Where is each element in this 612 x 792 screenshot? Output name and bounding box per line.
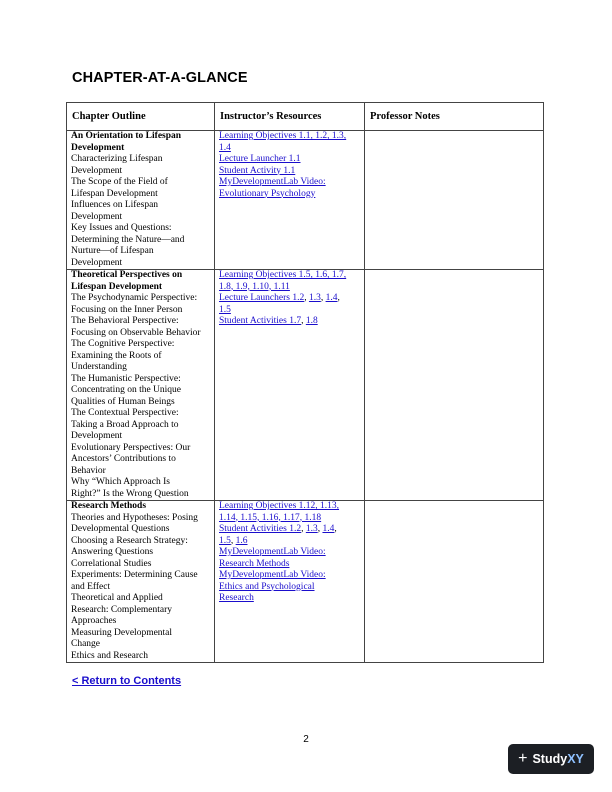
resource-link[interactable]: MyDevelopmentLab Video:	[219, 547, 326, 557]
resource-link[interactable]: Learning Objectives 1.5, 1.6, 1.7,	[219, 270, 347, 280]
resource-link[interactable]: 1.6	[235, 535, 248, 546]
header-instructors-resources: Instructor’s Resources	[215, 103, 365, 131]
outline-item: Focusing on Observable Behavior	[71, 327, 201, 338]
outline-item: Ancestors’ Contributions to	[71, 454, 176, 464]
outline-section-title: An Orientation to Lifespan	[71, 131, 182, 141]
resource-line	[219, 559, 360, 571]
badge-xy-text: XY	[567, 752, 584, 766]
outline-item: Experiments: Determining Cause	[71, 570, 198, 580]
resource-link[interactable]: 1.5	[219, 535, 231, 546]
resource-line	[219, 131, 360, 143]
return-to-contents-link[interactable]: < Return to Contents	[72, 675, 182, 687]
table-row	[67, 131, 544, 270]
resources-cell	[215, 501, 365, 663]
resource-line	[219, 524, 360, 536]
resources-cell	[215, 131, 365, 270]
resource-line	[219, 282, 360, 294]
table-header-row	[67, 103, 544, 131]
resource-link[interactable]: Ethics and Psychological	[219, 581, 315, 592]
resource-line	[219, 582, 360, 594]
resource-separator: ,	[304, 293, 309, 303]
outline-item: The Contextual Perspective:	[71, 408, 179, 418]
resource-line	[219, 305, 360, 317]
outline-section-title: Lifespan Development	[71, 281, 163, 292]
outline-item: The Humanistic Perspective:	[71, 373, 181, 384]
outline-item: The Scope of the Field of	[71, 177, 168, 187]
table-row	[67, 270, 544, 501]
resource-link[interactable]: Lecture Launcher 1.1	[219, 154, 301, 164]
outline-item: Measuring Developmental	[71, 627, 173, 638]
resource-link[interactable]: MyDevelopmentLab Video:	[219, 177, 326, 187]
outline-item: Correlational Studies	[71, 558, 152, 569]
outline-item: Key Issues and Questions:	[71, 223, 172, 233]
resource-separator: ,	[230, 535, 236, 546]
outline-item: Determining the Nature—and	[71, 234, 185, 245]
outline-item: Nurture—of Lifespan	[71, 246, 154, 256]
resource-link[interactable]: Evolutionary Psychology	[219, 188, 316, 199]
resource-line	[219, 270, 360, 282]
outline-item: Development	[71, 257, 123, 268]
resource-line	[219, 166, 360, 178]
resource-link[interactable]: Student Activity 1.1	[219, 165, 296, 176]
resource-link[interactable]: Research Methods	[219, 558, 290, 569]
outline-item: Answering Questions	[71, 547, 154, 557]
outline-item: Theoretical and Applied	[71, 593, 163, 603]
outline-item: Developmental Questions	[71, 524, 170, 534]
header-professor-notes: Professor Notes	[365, 103, 544, 131]
resource-line	[219, 513, 360, 525]
resource-link[interactable]: 1.4	[219, 142, 231, 153]
resource-link[interactable]: Lecture Launchers 1.2	[219, 293, 305, 303]
resource-line	[219, 143, 360, 155]
outline-item: Choosing a Research Strategy:	[71, 535, 188, 546]
resource-link[interactable]: 1.14, 1.15, 1.16, 1.17, 1.18	[219, 512, 322, 523]
outline-item: Characterizing Lifespan	[71, 154, 163, 164]
resource-link[interactable]: Learning Objectives 1.1, 1.2, 1.3,	[219, 131, 347, 141]
outline-item: The Psychodynamic Perspective:	[71, 293, 198, 303]
professor-notes-cell	[365, 131, 544, 270]
resource-link[interactable]: 1.3	[308, 293, 321, 303]
outline-item: Concentrating on the Unique	[71, 385, 182, 395]
resource-separator: ,	[301, 316, 306, 326]
resource-link[interactable]: MyDevelopmentLab Video:	[219, 570, 326, 580]
outline-item: Lifespan Development	[71, 188, 158, 199]
resource-link[interactable]: 1.5	[219, 304, 231, 315]
outline-section-title: Development	[71, 142, 125, 153]
header-chapter-outline: Chapter Outline	[67, 103, 215, 131]
resource-link[interactable]: 1.8	[305, 316, 318, 326]
badge-study-text: Study	[532, 752, 568, 766]
professor-notes-cell	[365, 270, 544, 501]
resource-link[interactable]: Learning Objectives 1.12, 1.13,	[219, 501, 340, 511]
resource-line	[219, 293, 360, 305]
resources-cell	[215, 270, 365, 501]
resource-line	[219, 570, 360, 582]
outline-item: Research: Complementary	[71, 604, 173, 615]
outline-item: Approaches	[71, 616, 117, 626]
resource-separator: ,	[334, 524, 337, 534]
resource-line	[219, 189, 360, 201]
outline-item: Focusing on the Inner Person	[71, 304, 183, 315]
outline-item: Taking a Broad Approach to	[71, 419, 179, 430]
outline-item: Change	[71, 639, 101, 649]
resource-line	[219, 316, 360, 328]
outline-item: Examining the Roots of	[71, 350, 162, 361]
resource-separator: ,	[301, 524, 306, 534]
outline-cell	[67, 501, 215, 663]
resource-link[interactable]: 1.4	[322, 524, 335, 534]
outline-item: Development	[71, 431, 123, 441]
outline-item: Right?” Is the Wrong Question	[71, 488, 189, 499]
studyxy-badge[interactable]	[508, 744, 594, 774]
page-number: 2	[303, 734, 309, 745]
chapter-at-a-glance-table	[66, 102, 544, 663]
resource-separator: ,	[317, 524, 323, 534]
outline-cell	[67, 131, 215, 270]
outline-item: Development	[71, 165, 123, 176]
outline-item: Ethics and Research	[71, 650, 149, 661]
resource-link[interactable]: 1.4	[325, 293, 338, 303]
resource-line	[219, 501, 360, 513]
outline-section-title: Research Methods	[71, 501, 147, 511]
outline-item: Development	[71, 211, 123, 222]
outline-item: Qualities of Human Beings	[71, 396, 175, 407]
outline-item: Evolutionary Perspectives: Our	[71, 442, 191, 453]
resource-link[interactable]: 1.3	[305, 524, 318, 534]
resource-line	[219, 536, 360, 548]
outline-cell	[67, 270, 215, 501]
outline-item: The Behavioral Perspective:	[71, 316, 179, 326]
outline-section-title: Theoretical Perspectives on	[71, 270, 183, 280]
professor-notes-cell	[365, 501, 544, 663]
resource-separator: ,	[337, 293, 340, 303]
resource-link[interactable]: Student Activities 1.7	[219, 316, 302, 326]
resource-link[interactable]: Research	[219, 593, 254, 603]
resource-link[interactable]: Student Activities 1.2	[219, 524, 302, 534]
page-title: CHAPTER-AT-A-GLANCE	[72, 70, 248, 86]
outline-item: Behavior	[71, 465, 106, 476]
outline-item: Influences on Lifespan	[71, 200, 159, 210]
resource-line	[219, 154, 360, 166]
resource-line	[219, 177, 360, 189]
plus-icon: +	[518, 750, 528, 767]
outline-item: Why “Which Approach Is	[71, 477, 170, 487]
table-row	[67, 501, 544, 663]
resource-line	[219, 547, 360, 559]
resource-separator: ,	[320, 293, 326, 303]
outline-item: and Effect	[71, 581, 111, 592]
outline-item: Understanding	[71, 362, 127, 372]
resource-line	[219, 593, 360, 605]
resource-link[interactable]: 1.8, 1.9, 1.10, 1.11	[219, 281, 290, 292]
outline-item: Theories and Hypotheses: Posing	[71, 512, 198, 523]
outline-item: The Cognitive Perspective:	[71, 339, 175, 349]
